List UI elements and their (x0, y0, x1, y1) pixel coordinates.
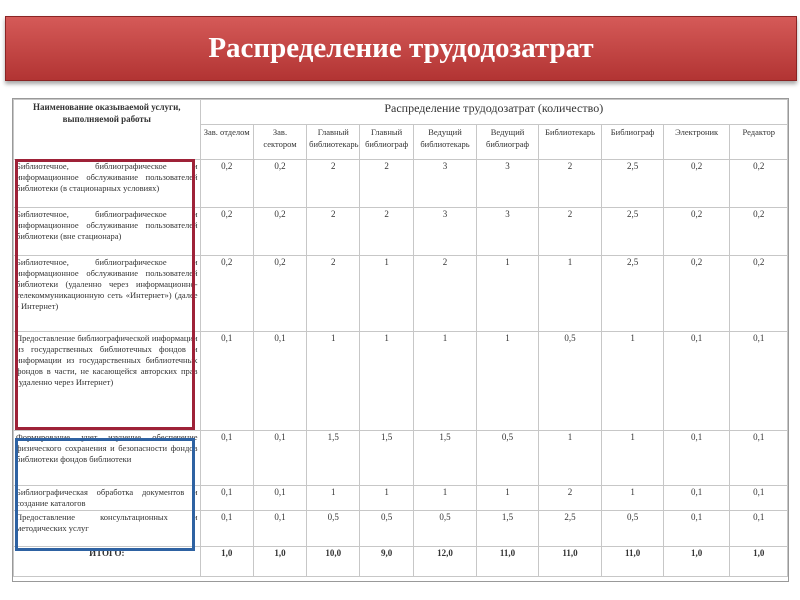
value-cell: 0,1 (253, 511, 306, 547)
value-cell: 1 (602, 332, 664, 431)
service-name-cell: Библиотечное, библиографическое и информационное обслуживание пользователей библиотеки (вне стационара) (14, 208, 201, 256)
value-cell: 1 (307, 486, 360, 511)
total-value-cell: 1,0 (253, 547, 306, 577)
service-name-cell: Библиографическая обработка документов и создание каталогов (14, 486, 201, 511)
total-value-cell: 9,0 (360, 547, 413, 577)
value-cell: 2 (538, 486, 602, 511)
value-cell: 3 (413, 208, 477, 256)
value-cell: 0,1 (200, 486, 253, 511)
service-name-header: Наименование оказываемой услуги, выполняемой работы (14, 100, 201, 160)
column-header: Ведущий библиотекарь (413, 125, 477, 160)
table-row (14, 511, 788, 547)
column-header: Зав. сектором (253, 125, 306, 160)
column-header: Библиограф (602, 125, 664, 160)
total-row (14, 547, 788, 577)
value-cell: 2,5 (602, 256, 664, 332)
value-cell: 1,5 (307, 431, 360, 486)
value-cell: 0,5 (538, 332, 602, 431)
value-cell: 0,2 (253, 256, 306, 332)
value-cell: 1 (477, 256, 539, 332)
value-cell: 1 (360, 486, 413, 511)
value-cell: 2 (360, 208, 413, 256)
total-label: ИТОГО: (14, 547, 201, 577)
value-cell: 0,1 (253, 486, 306, 511)
table-row (14, 208, 788, 256)
value-cell: 0,5 (413, 511, 477, 547)
total-value-cell: 11,0 (477, 547, 539, 577)
column-header: Главный библиотекарь (307, 125, 360, 160)
table-row (14, 431, 788, 486)
value-cell: 0,2 (663, 208, 730, 256)
value-cell: 0,1 (253, 332, 306, 431)
service-name-cell: Предоставление библиографической информации из государственных библиотечных фондов и информации из государственных библиотечных фондов в части, не касающейся авторских прав (удаленно через Интернет) (14, 332, 201, 431)
value-cell: 2 (538, 160, 602, 208)
value-cell: 3 (477, 160, 539, 208)
labor-group-header: Распределение трудодозатрат (количество) (200, 100, 787, 125)
value-cell: 0,1 (663, 431, 730, 486)
service-name-cell: Библиотечное, библиографическое и информационное обслуживание пользователей библиотеки (удаленно через информационно-телекоммуникационную сеть «Интернет») (далее - Интернет) (14, 256, 201, 332)
column-header: Зав. отделом (200, 125, 253, 160)
value-cell: 0,2 (200, 208, 253, 256)
value-cell: 0,5 (360, 511, 413, 547)
value-cell: 2 (360, 160, 413, 208)
value-cell: 0,1 (730, 511, 788, 547)
column-header: Библиотекарь (538, 125, 602, 160)
value-cell: 1 (538, 431, 602, 486)
value-cell: 0,1 (200, 332, 253, 431)
value-cell: 1 (602, 431, 664, 486)
value-cell: 0,2 (663, 256, 730, 332)
value-cell: 0,5 (477, 431, 539, 486)
total-value-cell: 1,0 (200, 547, 253, 577)
value-cell: 0,2 (200, 160, 253, 208)
value-cell: 1 (602, 486, 664, 511)
value-cell: 0,2 (253, 160, 306, 208)
value-cell: 2 (307, 208, 360, 256)
value-cell: 2,5 (602, 160, 664, 208)
service-name-cell: Предоставление консультационных и методических услуг (14, 511, 201, 547)
value-cell: 2 (307, 256, 360, 332)
value-cell: 2,5 (602, 208, 664, 256)
value-cell: 0,2 (730, 256, 788, 332)
value-cell: 1,5 (413, 431, 477, 486)
value-cell: 0,1 (200, 511, 253, 547)
value-cell: 0,1 (663, 511, 730, 547)
value-cell: 2 (307, 160, 360, 208)
slide-title: Распределение трудодозатрат (208, 32, 594, 64)
labor-distribution-table (13, 99, 788, 577)
value-cell: 1,5 (477, 511, 539, 547)
total-value-cell: 11,0 (538, 547, 602, 577)
value-cell: 1 (538, 256, 602, 332)
value-cell: 1 (413, 486, 477, 511)
title-banner (5, 16, 797, 81)
value-cell: 0,1 (730, 332, 788, 431)
value-cell: 3 (413, 160, 477, 208)
table-row (14, 256, 788, 332)
value-cell: 0,2 (253, 208, 306, 256)
value-cell: 0,1 (253, 431, 306, 486)
value-cell: 0,1 (200, 431, 253, 486)
value-cell: 2 (538, 208, 602, 256)
table-row (14, 486, 788, 511)
column-header: Электроник (663, 125, 730, 160)
value-cell: 2 (413, 256, 477, 332)
value-cell: 0,2 (730, 160, 788, 208)
value-cell: 0,5 (307, 511, 360, 547)
value-cell: 0,2 (200, 256, 253, 332)
value-cell: 2,5 (538, 511, 602, 547)
total-value-cell: 11,0 (602, 547, 664, 577)
value-cell: 1,5 (360, 431, 413, 486)
table-row (14, 332, 788, 431)
column-header: Главный библиограф (360, 125, 413, 160)
total-value-cell: 1,0 (663, 547, 730, 577)
column-header: Редактор (730, 125, 788, 160)
service-name-cell: Библиотечное, библиографическое и информационное обслуживание пользователей библиотеки (в стационарных условиях) (14, 160, 201, 208)
value-cell: 0,2 (730, 208, 788, 256)
total-value-cell: 10,0 (307, 547, 360, 577)
value-cell: 0,5 (602, 511, 664, 547)
value-cell: 1 (307, 332, 360, 431)
value-cell: 0,1 (730, 486, 788, 511)
value-cell: 1 (477, 332, 539, 431)
table-row (14, 160, 788, 208)
value-cell: 0,2 (663, 160, 730, 208)
value-cell: 0,1 (663, 486, 730, 511)
value-cell: 1 (477, 486, 539, 511)
column-header: Ведущий библиограф (477, 125, 539, 160)
value-cell: 1 (360, 332, 413, 431)
total-value-cell: 12,0 (413, 547, 477, 577)
service-name-cell: Формирование, учет, изучение, обеспечение физического сохранения и безопасности фондов библиотеки фондов библиотеки (14, 431, 201, 486)
value-cell: 1 (360, 256, 413, 332)
value-cell: 0,1 (730, 431, 788, 486)
value-cell: 0,1 (663, 332, 730, 431)
labor-table-container (12, 98, 789, 582)
value-cell: 3 (477, 208, 539, 256)
value-cell: 1 (413, 332, 477, 431)
table-body (14, 160, 788, 577)
total-value-cell: 1,0 (730, 547, 788, 577)
